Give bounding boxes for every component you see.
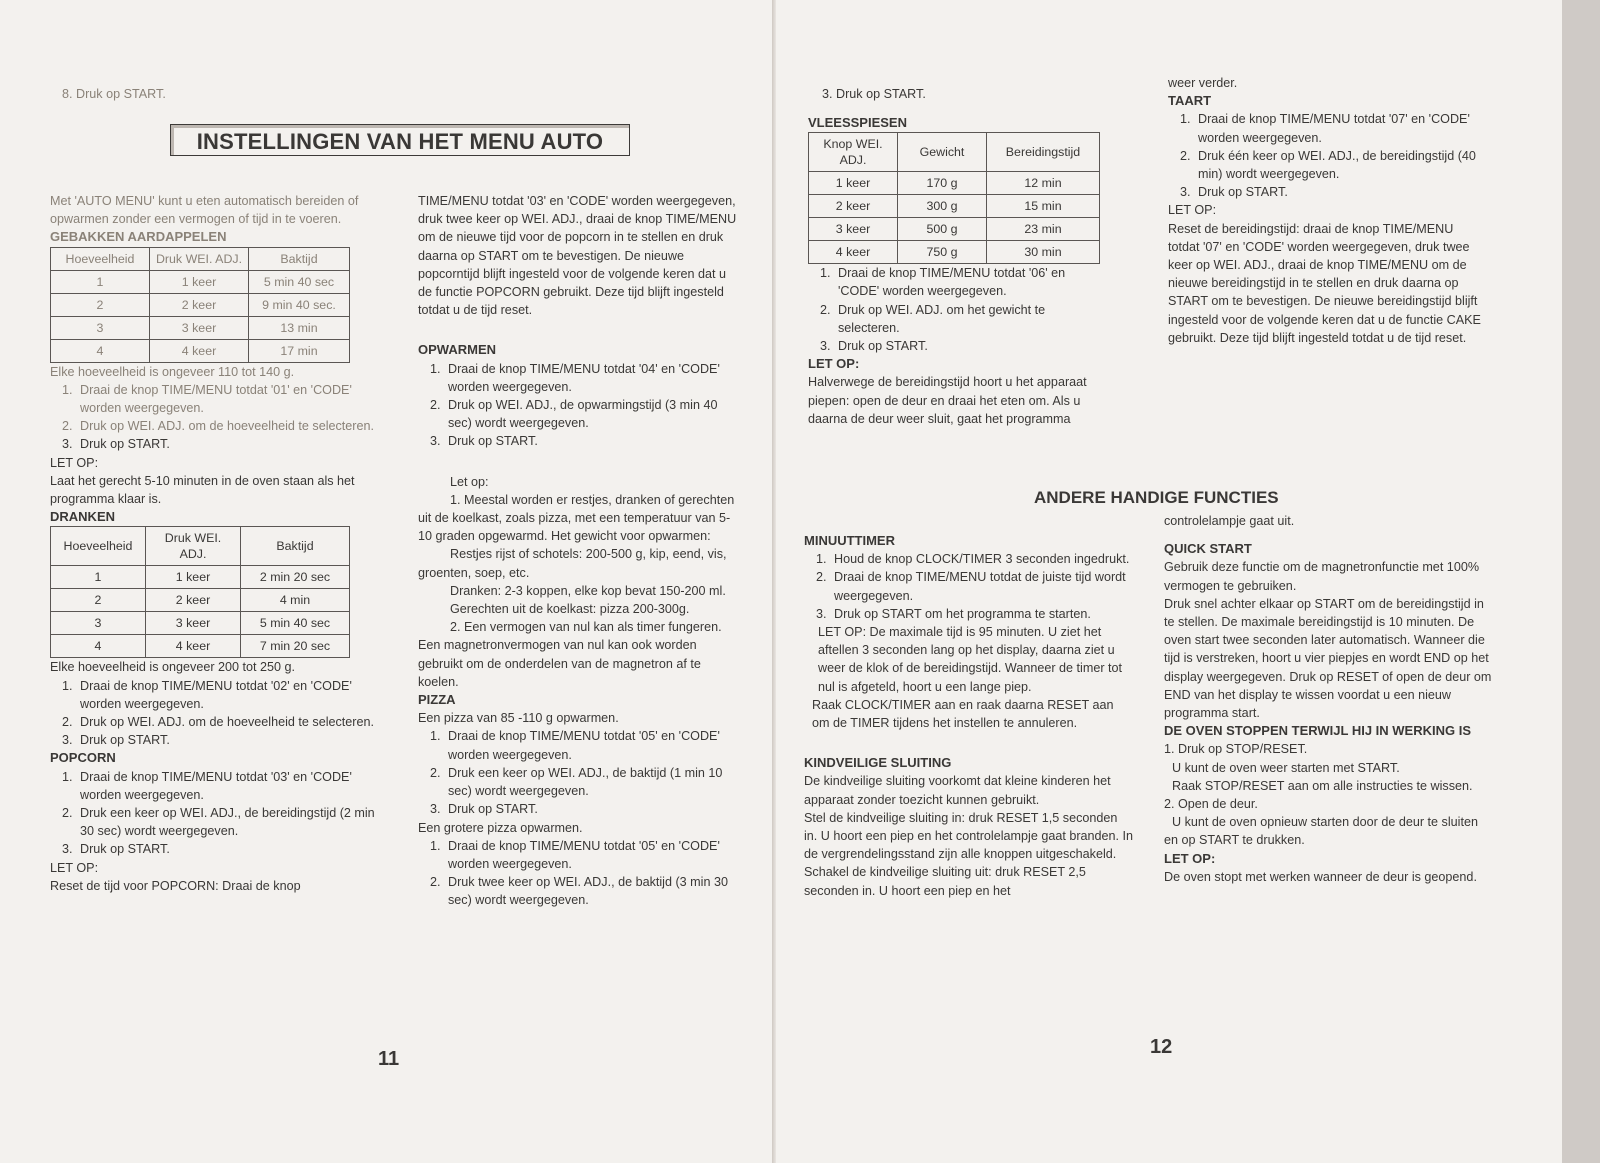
step-text: Draai de knop TIME/MENU totdat '04' en 'CODE' worden weergegeven. [448, 361, 720, 394]
table-header: Knop WEI. ADJ. [809, 133, 898, 172]
letop-label: LET OP: [1168, 203, 1217, 218]
stoppen-step-2: 2. Open de deur. [1164, 797, 1258, 812]
right-column-2-top [1168, 74, 1484, 347]
kindveilig-heading: KINDVEILIGE SLUITING [804, 755, 952, 771]
step-text: Druk op WEI. ADJ. om de hoeveelheid te selecteren. [80, 419, 375, 434]
letop-text: Reset de tijd voor POPCORN: Draai de knop [50, 878, 301, 893]
letop-text: Halverwege de bereidingstijd hoort u het apparaat piepen: open de deur en draai het eten om. Als u daarna de deur weer sluit, gaat het programma [808, 375, 1087, 426]
table-header: Druk WEI. ADJ. [146, 527, 241, 566]
table-cell: 7 min 20 sec [241, 635, 350, 658]
list-item: 3. Druk op START. [430, 434, 538, 449]
table-row [809, 172, 1100, 195]
letop-text: De oven stopt met werken wanneer de deur is geopend. [1164, 869, 1477, 884]
dranken-heading: DRANKEN [50, 509, 115, 525]
list-item: 2. Druk op WEI. ADJ. om het gewicht te selecteren. [820, 302, 1046, 335]
table-cell: 2 keer [150, 293, 249, 316]
letop-p4: Gerechten uit de koelkast: pizza 200-300g. [450, 602, 690, 617]
list-item: 2. Druk een keer op WEI. ADJ., de bereidingstijd (2 min 30 sec) wordt weergegeven. [62, 806, 375, 839]
table-cell: 12 min [987, 172, 1100, 195]
step-text: Draai de knop TIME/MENU totdat de juiste tijd wordt weergegeven. [834, 570, 1126, 603]
quickstart-p2: Druk snel achter elkaar op START om de bereidingstijd in te stellen. De maximale bereidingstijd is 10 minuten. De oven start twee seconden later automatisch. Wanneer die tijd is verstreken, hoort u vier piepjes en wordt END op het display weergegeven. Druk op RESET of open de deur om END van het display te wissen voordat u een nieuw programma start. [1164, 596, 1492, 721]
gebakken-table [50, 247, 350, 363]
table-row [809, 218, 1100, 241]
table-cell: 3 keer [150, 316, 249, 339]
table-cell: 1 [51, 270, 150, 293]
table-header: Baktijd [241, 527, 350, 566]
stoppen-step-1: 1. Druk op STOP/RESET. [1164, 742, 1308, 757]
letop-label: LET OP: [50, 455, 99, 470]
step-text: Druk op START. [80, 437, 170, 452]
table-cell: 4 [51, 339, 150, 362]
list-item: 1. Draai de knop TIME/MENU totdat '05' en 'CODE' worden weergegeven. [430, 838, 720, 871]
page-title-box [170, 124, 630, 156]
list-item: 2. Druk één keer op WEI. ADJ., de bereidingstijd (40 min) wordt weergegeven. [1180, 148, 1476, 182]
top-step: 8. Druk op START. [62, 86, 166, 101]
table-cell: 2 min 20 sec [241, 566, 350, 589]
table-cell: 5 min 40 sec [241, 612, 350, 635]
letop-label: LET OP: [50, 860, 99, 875]
table-cell: 4 keer [146, 635, 241, 658]
intro-text: Met 'AUTO MENU' kunt u eten automatisch bereiden of opwarmen zonder een vermogen of tijd in te voeren. [50, 194, 359, 227]
step-text: Druk één keer op WEI. ADJ., de bereidingstijd (40 min) wordt weergegeven. [1198, 148, 1476, 182]
table-cell: 1 keer [146, 566, 241, 589]
step-text: Druk op WEI. ADJ. om het gewicht te selecteren. [838, 302, 1046, 335]
list-item: 1. Draai de knop TIME/MENU totdat '02' en 'CODE' worden weergegeven. [62, 678, 352, 711]
left-column-1 [50, 192, 380, 895]
letop-text: Reset de bereidingstijd: draai de knop TIME/MENU totdat '07' en 'CODE' worden weergegeven, druk twee keer op WEI. ADJ., draai de knop TIME/MENU om de nieuwe bereidingstijd in te stellen en druk daarna op START om te bevestigen. De nieuwe bereidingstijd blijft ingesteld voor de volgende keren dat u de functie CAKE gebruikt. Deze tijd blijft ingesteld totdat u de tijd reset. [1168, 221, 1481, 345]
popcorn-heading: POPCORN [50, 750, 116, 766]
stoppen-step-1b: U kunt de oven weer starten met START. [1172, 760, 1400, 775]
letop-p1: 1. Meestal worden er restjes, dranken of gerechten uit de koelkast, zoals pizza, met een temperatuur van 5-10 graden opgewarmd. Het gewicht voor opwarmen: [418, 492, 735, 544]
step-text: Druk een keer op WEI. ADJ., de bereidingstijd (2 min 30 sec) wordt weergegeven. [80, 806, 375, 839]
table-cell: 15 min [987, 195, 1100, 218]
kindveilig-p3: Schakel de kindveilige sluiting uit: druk RESET 2,5 seconden in. U hoort een piep en het [804, 865, 1086, 898]
table-row [51, 270, 350, 293]
table-cell: 2 keer [809, 195, 898, 218]
list-item: 3. Druk op START. [62, 437, 170, 452]
step-text: Druk twee keer op WEI. ADJ., de baktijd (3 min 30 sec) wordt weergegeven. [448, 875, 728, 908]
table-row [809, 195, 1100, 218]
table-row [51, 566, 350, 589]
table-cell: 4 keer [809, 241, 898, 264]
table-row [51, 589, 350, 612]
right-column-2-bottom [1164, 512, 1494, 886]
table-cell: 23 min [987, 218, 1100, 241]
vleesspiesen-table [808, 132, 1100, 264]
list-item: 2. Druk twee keer op WEI. ADJ., de baktijd (3 min 30 sec) wordt weergegeven. [430, 875, 728, 908]
page-number: 11 [378, 1048, 400, 1070]
list-item: 3. Druk op START. [820, 339, 928, 354]
pizza-intro: Een pizza van 85 -110 g opwarmen. [418, 711, 619, 726]
step-text: Druk op WEI. ADJ. om de hoeveelheid te selecteren. [80, 715, 375, 730]
table-header: Bereidingstijd [987, 133, 1100, 172]
list-item: 2. Draai de knop TIME/MENU totdat de juiste tijd wordt weergegeven. [816, 570, 1126, 603]
table-cell: 9 min 40 sec. [249, 293, 350, 316]
left-column-2 [418, 192, 740, 910]
taart-heading: TAART [1168, 93, 1212, 109]
page-11 [0, 0, 773, 1163]
letop-text: Laat het gerecht 5-10 minuten in de oven staan als het programma klaar is. [50, 473, 355, 507]
table-cell: 2 [51, 293, 150, 316]
list-item: 1. Draai de knop TIME/MENU totdat '04' en 'CODE' worden weergegeven. [430, 361, 720, 394]
table-row [51, 316, 350, 339]
list-item: 1. Draai de knop TIME/MENU totdat '07' en 'CODE' worden weergegeven. [1180, 112, 1470, 145]
step-text: Druk een keer op WEI. ADJ., de baktijd (1 min 10 sec) wordt weergegeven. [448, 765, 723, 799]
step-text: Draai de knop TIME/MENU totdat '01' en 'CODE' worden weergegeven. [80, 382, 352, 416]
table-cell: 4 keer [150, 339, 249, 362]
gebakken-heading: GEBAKKEN AARDAPPELEN [50, 229, 227, 245]
table-header: Gewicht [898, 133, 987, 172]
vleesspiesen-continued: weer verder. [1168, 76, 1238, 90]
table-header: Baktijd [249, 247, 350, 270]
right-column-1-bottom [804, 532, 1134, 900]
table-cell: 5 min 40 sec [249, 270, 350, 293]
step-text: Houd de knop CLOCK/TIMER 3 seconden ingedrukt. [834, 552, 1130, 567]
minuuttimer-note-2: Raak CLOCK/TIMER aan en raak daarna RESET aan om de TIMER tijdens het instellen te annuleren. [812, 697, 1114, 731]
step-text: Druk op START. [838, 339, 928, 354]
step-text: Draai de knop TIME/MENU totdat '05' en 'CODE' worden weergegeven. [448, 729, 720, 762]
table-cell: 2 keer [146, 589, 241, 612]
page-number: 12 [1150, 1036, 1173, 1058]
table-cell: 17 min [249, 339, 350, 362]
kindveilig-p1: De kindveilige sluiting voorkomt dat kleine kinderen het apparaat zonder toezicht kunnen gebruikt. [804, 774, 1111, 807]
step-text: Druk op START. [80, 842, 170, 857]
table-header: Druk WEI. ADJ. [150, 247, 249, 270]
list-item: 3. Druk op START. [430, 802, 538, 817]
table-header-row [809, 133, 1100, 172]
opwarmen-heading: OPWARMEN [418, 342, 496, 358]
table-cell: 1 [51, 566, 146, 589]
quickstart-heading: QUICK START [1164, 541, 1252, 557]
step-text: Draai de knop TIME/MENU totdat '07' en 'CODE' worden weergegeven. [1198, 112, 1470, 145]
letop-label: LET OP: [1164, 850, 1216, 866]
table-cell: 30 min [987, 241, 1100, 264]
letop-title: Let op: [450, 474, 489, 489]
table-header: Hoeveelheid [51, 527, 146, 566]
dranken-table [50, 526, 350, 658]
page-edge [1562, 0, 1600, 1163]
table-header: Hoeveelheid [51, 247, 150, 270]
kindveilig-p2: Stel de kindveilige sluiting in: druk RESET 1,5 seconden in. U hoort een piep en het controlelampje gaat branden. In de vergrendelingsstand zijn alle knoppen uitgeschakeld. [804, 810, 1134, 862]
page-12 [776, 0, 1562, 1163]
list-item: 2. Druk op WEI. ADJ., de opwarmingstijd (3 min 40 sec) wordt weergegeven. [430, 398, 718, 431]
table-cell: 3 keer [146, 612, 241, 635]
dranken-note: Elke hoeveelheid is ongeveer 200 tot 250 g. [50, 660, 296, 675]
section-title: ANDERE HANDIGE FUNCTIES [1034, 488, 1279, 507]
list-item: 1. Draai de knop TIME/MENU totdat '05' en 'CODE' worden weergegeven. [430, 729, 720, 762]
letop-p5: 2. Een vermogen van nul kan als timer fungeren. Een magnetronvermogen van nul kan ook worden gebruikt om de onderdelen van de magnetron af te koelen. [418, 620, 722, 689]
stoppen-step-1c: Raak STOP/RESET aan om alle instructies te wissen. [1172, 778, 1473, 793]
stoppen-heading: DE OVEN STOPPEN TERWIJL HIJ IN WERKING IS [1164, 723, 1471, 739]
list-item: 2. Druk op WEI. ADJ. om de hoeveelheid te selecteren. [62, 419, 375, 434]
table-header-row [51, 527, 350, 566]
step-text: Druk op START. [448, 434, 538, 449]
top-step: 3. Druk op START. [822, 86, 926, 101]
table-cell: 4 min [241, 589, 350, 612]
table-row [51, 339, 350, 362]
table-cell: 3 [51, 612, 146, 635]
list-item: 1. Draai de knop TIME/MENU totdat '01' en 'CODE' worden weergegeven. [62, 382, 352, 416]
list-item: 1. Houd de knop CLOCK/TIMER 3 seconden ingedrukt. [816, 552, 1130, 567]
list-item: 1. Draai de knop TIME/MENU totdat '06' en 'CODE' worden weergegeven. [820, 266, 1066, 299]
list-item: 3. Druk op START. [62, 842, 170, 857]
kindveilig-continued: controlelampje gaat uit. [1164, 514, 1295, 528]
table-cell: 500 g [898, 218, 987, 241]
step-text: Druk op WEI. ADJ., de opwarmingstijd (3 min 40 sec) wordt weergegeven. [448, 398, 718, 431]
step-text: Draai de knop TIME/MENU totdat '05' en 'CODE' worden weergegeven. [448, 838, 720, 871]
letop-p3: Dranken: 2-3 koppen, elke kop bevat 150-200 ml. [450, 583, 726, 598]
step-text: Druk op START om het programma te starten. [834, 606, 1091, 621]
table-row [809, 241, 1100, 264]
step-text: Draai de knop TIME/MENU totdat '02' en 'CODE' worden weergegeven. [80, 678, 352, 711]
step-text: Druk op START. [1198, 185, 1288, 200]
step-text: Draai de knop TIME/MENU totdat '03' en 'CODE' worden weergegeven. [80, 769, 352, 802]
table-row [51, 612, 350, 635]
table-cell: 750 g [898, 241, 987, 264]
table-cell: 3 [51, 316, 150, 339]
list-item: 3. Druk op START om het programma te starten. [816, 606, 1091, 621]
table-row [51, 635, 350, 658]
pizza-heading: PIZZA [418, 692, 456, 708]
list-item: 1. Draai de knop TIME/MENU totdat '03' en 'CODE' worden weergegeven. [62, 769, 352, 802]
table-cell: 170 g [898, 172, 987, 195]
vleesspiesen-heading: VLEESSPIESEN [808, 115, 907, 130]
minuuttimer-note-1: LET OP: De maximale tijd is 95 minuten. U ziet het aftellen 3 seconden lang op het display, daarna ziet u weer de klok of de bereidingstijd. Wanneer de timer tot nul is afgeteld, hoort u een lange piep. [818, 625, 1123, 694]
gebakken-note: Elke hoeveelheid is ongeveer 110 tot 140 g. [50, 364, 295, 379]
table-header-row [51, 247, 350, 270]
table-cell: 1 keer [809, 172, 898, 195]
page-title: INSTELLINGEN VAN HET MENU AUTO [196, 129, 604, 154]
table-cell: 300 g [898, 195, 987, 218]
letop-p2: Restjes rijst of schotels: 200-500 g, kip, eend, vis, groenten, soep, etc. [418, 547, 727, 580]
letop-label: LET OP: [808, 356, 860, 372]
quickstart-p1: Gebruik deze functie om de magnetronfunctie met 100% vermogen te gebruiken. [1164, 560, 1480, 593]
table-cell: 13 min [249, 316, 350, 339]
list-item: 2. Druk op WEI. ADJ. om de hoeveelheid te selecteren. [62, 715, 375, 730]
list-item: 3. Druk op START. [62, 733, 170, 748]
right-column-1 [808, 114, 1108, 428]
step-text: Druk op START. [448, 802, 538, 817]
step-text: Draai de knop TIME/MENU totdat '06' en 'CODE' worden weergegeven. [838, 266, 1066, 299]
table-cell: 2 [51, 589, 146, 612]
step-text: Druk op START. [80, 733, 170, 748]
list-item: 2. Druk een keer op WEI. ADJ., de baktijd (1 min 10 sec) wordt weergegeven. [430, 765, 723, 799]
stoppen-step-2b: U kunt de oven opnieuw starten door de deur te sluiten en op START te drukken. [1164, 815, 1478, 848]
table-row [51, 293, 350, 316]
list-item: 3. Druk op START. [1180, 185, 1288, 200]
minuuttimer-heading: MINUUTTIMER [804, 533, 895, 548]
pizza-intro-2: Een grotere pizza opwarmen. [418, 820, 583, 835]
table-cell: 3 keer [809, 218, 898, 241]
popcorn-continued: TIME/MENU totdat '03' en 'CODE' worden weergegeven, druk twee keer op WEI. ADJ., draai de knop TIME/MENU om de nieuwe tijd voor de popcorn in te stellen en druk daarna op START om te bevestigen. De nieuwe popcorntijd blijft ingesteld voor de volgende keren dat u de functie POPCORN gebruikt. Deze tijd blijft ingesteld totdat u de tijd reset. [418, 194, 737, 318]
table-cell: 1 keer [150, 270, 249, 293]
table-cell: 4 [51, 635, 146, 658]
